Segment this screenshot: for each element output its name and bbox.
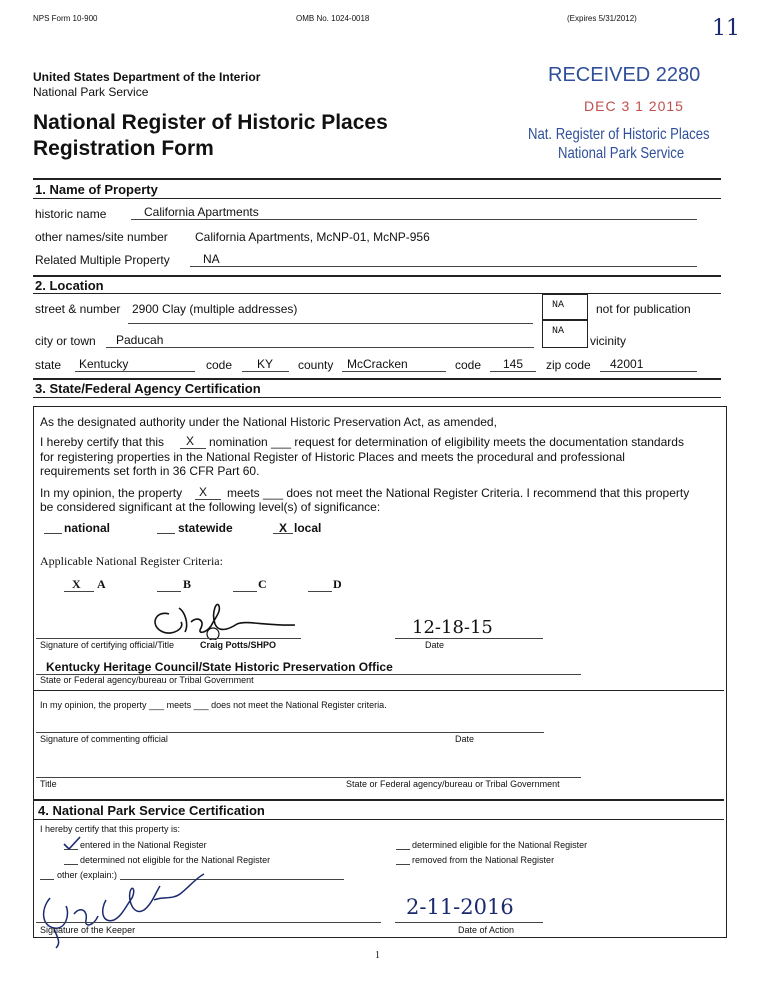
page-number: 1 — [375, 950, 380, 961]
county-code-label: code — [455, 358, 482, 372]
crit-b-blank — [157, 591, 181, 592]
city-label: city or town — [35, 334, 96, 348]
section3-heading: 3. State/Federal Agency Certification — [35, 381, 261, 396]
vicinity-checkbox-value: NA — [552, 326, 565, 337]
page-mark: 11 — [712, 16, 740, 41]
mark-underline — [273, 533, 293, 534]
vicinity-label: vicinity — [590, 334, 627, 348]
crit-c: C — [258, 577, 267, 591]
level-national: national — [64, 521, 111, 535]
divider — [34, 799, 724, 801]
field-underline — [342, 371, 446, 372]
cert-p3a: In my opinion, the property — [40, 486, 183, 500]
date2-label: Date — [455, 734, 475, 744]
signature-line — [36, 638, 301, 639]
divider — [33, 198, 721, 199]
other-names-label: other names/site number — [35, 230, 168, 244]
section4-heading: 4. National Park Service Certification — [38, 803, 265, 818]
mark-underline — [64, 591, 94, 592]
keeper-line — [36, 922, 381, 923]
field-underline — [106, 347, 534, 348]
divider — [33, 178, 721, 180]
date-label: Date — [425, 640, 445, 650]
county-value: McCracken — [347, 357, 408, 371]
action-date-line — [395, 922, 543, 923]
agency2-label: State or Federal agency/bureau or Tribal Government — [346, 779, 560, 789]
mark-underline — [180, 448, 206, 449]
stamp-line2: National Park Service — [558, 145, 685, 162]
section2-heading: 2. Location — [35, 278, 104, 293]
level-local-mark: X — [279, 521, 288, 535]
field-underline — [190, 266, 697, 267]
cert-p1: As the designated authority under the National Historic Preservation Act, as amended, — [40, 415, 497, 429]
service: National Park Service — [33, 85, 149, 99]
eligible-blank — [396, 849, 410, 850]
field-underline — [242, 371, 289, 372]
cert-p2b: nomination ___ request for determination of eligibility meets the documentation standards — [209, 435, 684, 449]
divider — [33, 293, 721, 294]
divider — [34, 819, 724, 820]
other-names-value: California Apartments, McNP-01, McNP-956 — [195, 230, 430, 244]
cert-p2d: requirements set forth in 36 CFR Part 60. — [40, 464, 260, 478]
related-property-label: Related Multiple Property — [35, 253, 170, 267]
department: United States Department of the Interior — [33, 70, 261, 84]
county-code-value: 145 — [503, 357, 524, 371]
cert-p2-mark: X — [186, 434, 195, 448]
section1-heading: 1. Name of Property — [35, 182, 158, 197]
option-other: other (explain:) — [57, 870, 118, 880]
city-value: Paducah — [116, 333, 164, 347]
divider — [33, 397, 721, 398]
level-statewide-blank — [157, 533, 175, 534]
street-label: street & number — [35, 302, 121, 316]
historic-name-label: historic name — [35, 207, 107, 221]
field-underline — [128, 323, 533, 324]
option-eligible: determined eligible for the National Register — [412, 840, 588, 850]
stamp-line1: Nat. Register of Historic Places — [528, 126, 710, 143]
stamp-date: DEC 3 1 2015 — [584, 98, 684, 114]
county-label: county — [298, 358, 334, 372]
crit-d: D — [333, 577, 342, 591]
state-code-label: code — [206, 358, 233, 372]
state-code-value: KY — [257, 357, 274, 371]
opinion-statement: In my opinion, the property ___ meets ___ does not meet the National Register criteria. — [40, 700, 387, 710]
zip-value: 42001 — [610, 357, 644, 371]
agency-name: Kentucky Heritage Council/State Historic Preservation Office — [46, 660, 393, 674]
keeper-label: Signature of the Keeper — [40, 925, 136, 935]
keeper-signature-image — [36, 870, 216, 950]
commenting-label: Signature of commenting official — [40, 734, 168, 744]
expires-date: (Expires 5/31/2012) — [567, 14, 637, 23]
divider — [33, 275, 721, 277]
level-national-blank — [44, 533, 62, 534]
vicinity-checkbox[interactable] — [542, 320, 588, 348]
cert-p3-mark: X — [199, 485, 208, 499]
cert-p3c: be considered significant at the following level(s) of significance: — [40, 500, 381, 514]
criteria-label: Applicable National Register Criteria: — [40, 554, 223, 568]
crit-a-mark: X — [72, 577, 81, 591]
signature-label: Signature of certifying official/Title — [40, 640, 175, 650]
title-label: Title — [40, 779, 57, 789]
cert-p2a: I hereby certify that this — [40, 435, 165, 449]
page-title-line2: Registration Form — [33, 137, 214, 160]
not-eligible-blank — [64, 864, 78, 865]
agency-label: State or Federal agency/bureau or Tribal Government — [40, 675, 254, 685]
cert-p2c: for registering properties in the National Register of Historic Places and meets the procedural and professional — [40, 450, 625, 464]
state-value: Kentucky — [79, 357, 129, 371]
form-number: NPS Form 10-900 — [33, 14, 98, 23]
title-line — [36, 777, 581, 778]
level-statewide: statewide — [178, 521, 233, 535]
action-date-label: Date of Action — [458, 925, 515, 935]
nfp-checkbox-value: NA — [552, 300, 565, 311]
nfp-checkbox[interactable] — [542, 294, 588, 320]
certifying-date: 12-18-15 — [412, 617, 493, 638]
action-date: 2-11-2016 — [406, 895, 514, 919]
state-label: state — [35, 358, 62, 372]
checkmark-icon — [62, 836, 82, 850]
zip-label: zip code — [546, 358, 591, 372]
option-entered: entered in the National Register — [80, 840, 207, 850]
crit-d-blank — [308, 591, 332, 592]
field-underline — [600, 371, 697, 372]
related-property-value: NA — [203, 252, 220, 266]
historic-name-value: California Apartments — [144, 205, 259, 219]
field-underline — [131, 219, 697, 220]
signer-name: Craig Potts/SHPO — [200, 640, 277, 650]
date-line — [395, 638, 543, 639]
street-value: 2900 Clay (multiple addresses) — [132, 302, 298, 316]
divider — [34, 690, 724, 691]
nps-intro: I hereby certify that this property is: — [40, 824, 181, 834]
field-underline — [490, 371, 536, 372]
option-removed: removed from the National Register — [412, 855, 555, 865]
certifying-signature-image — [145, 598, 305, 640]
option-not-eligible: determined not eligible for the National Register — [80, 855, 271, 865]
crit-c-blank — [233, 591, 257, 592]
crit-b: B — [183, 577, 192, 591]
cert-p3b: meets ___ does not meet the National Register Criteria. I recommend that this property — [227, 486, 690, 500]
level-local: local — [294, 521, 322, 535]
crit-a: A — [97, 577, 106, 591]
commenting-line — [36, 732, 544, 733]
page-title-line1: National Register of Historic Places — [33, 111, 388, 134]
divider — [33, 378, 721, 380]
field-underline — [75, 371, 195, 372]
nfp-label: not for publication — [596, 302, 691, 316]
omb-number: OMB No. 1024-0018 — [296, 14, 370, 23]
received-stamp: RECEIVED 2280 — [548, 64, 701, 86]
removed-blank — [396, 864, 410, 865]
